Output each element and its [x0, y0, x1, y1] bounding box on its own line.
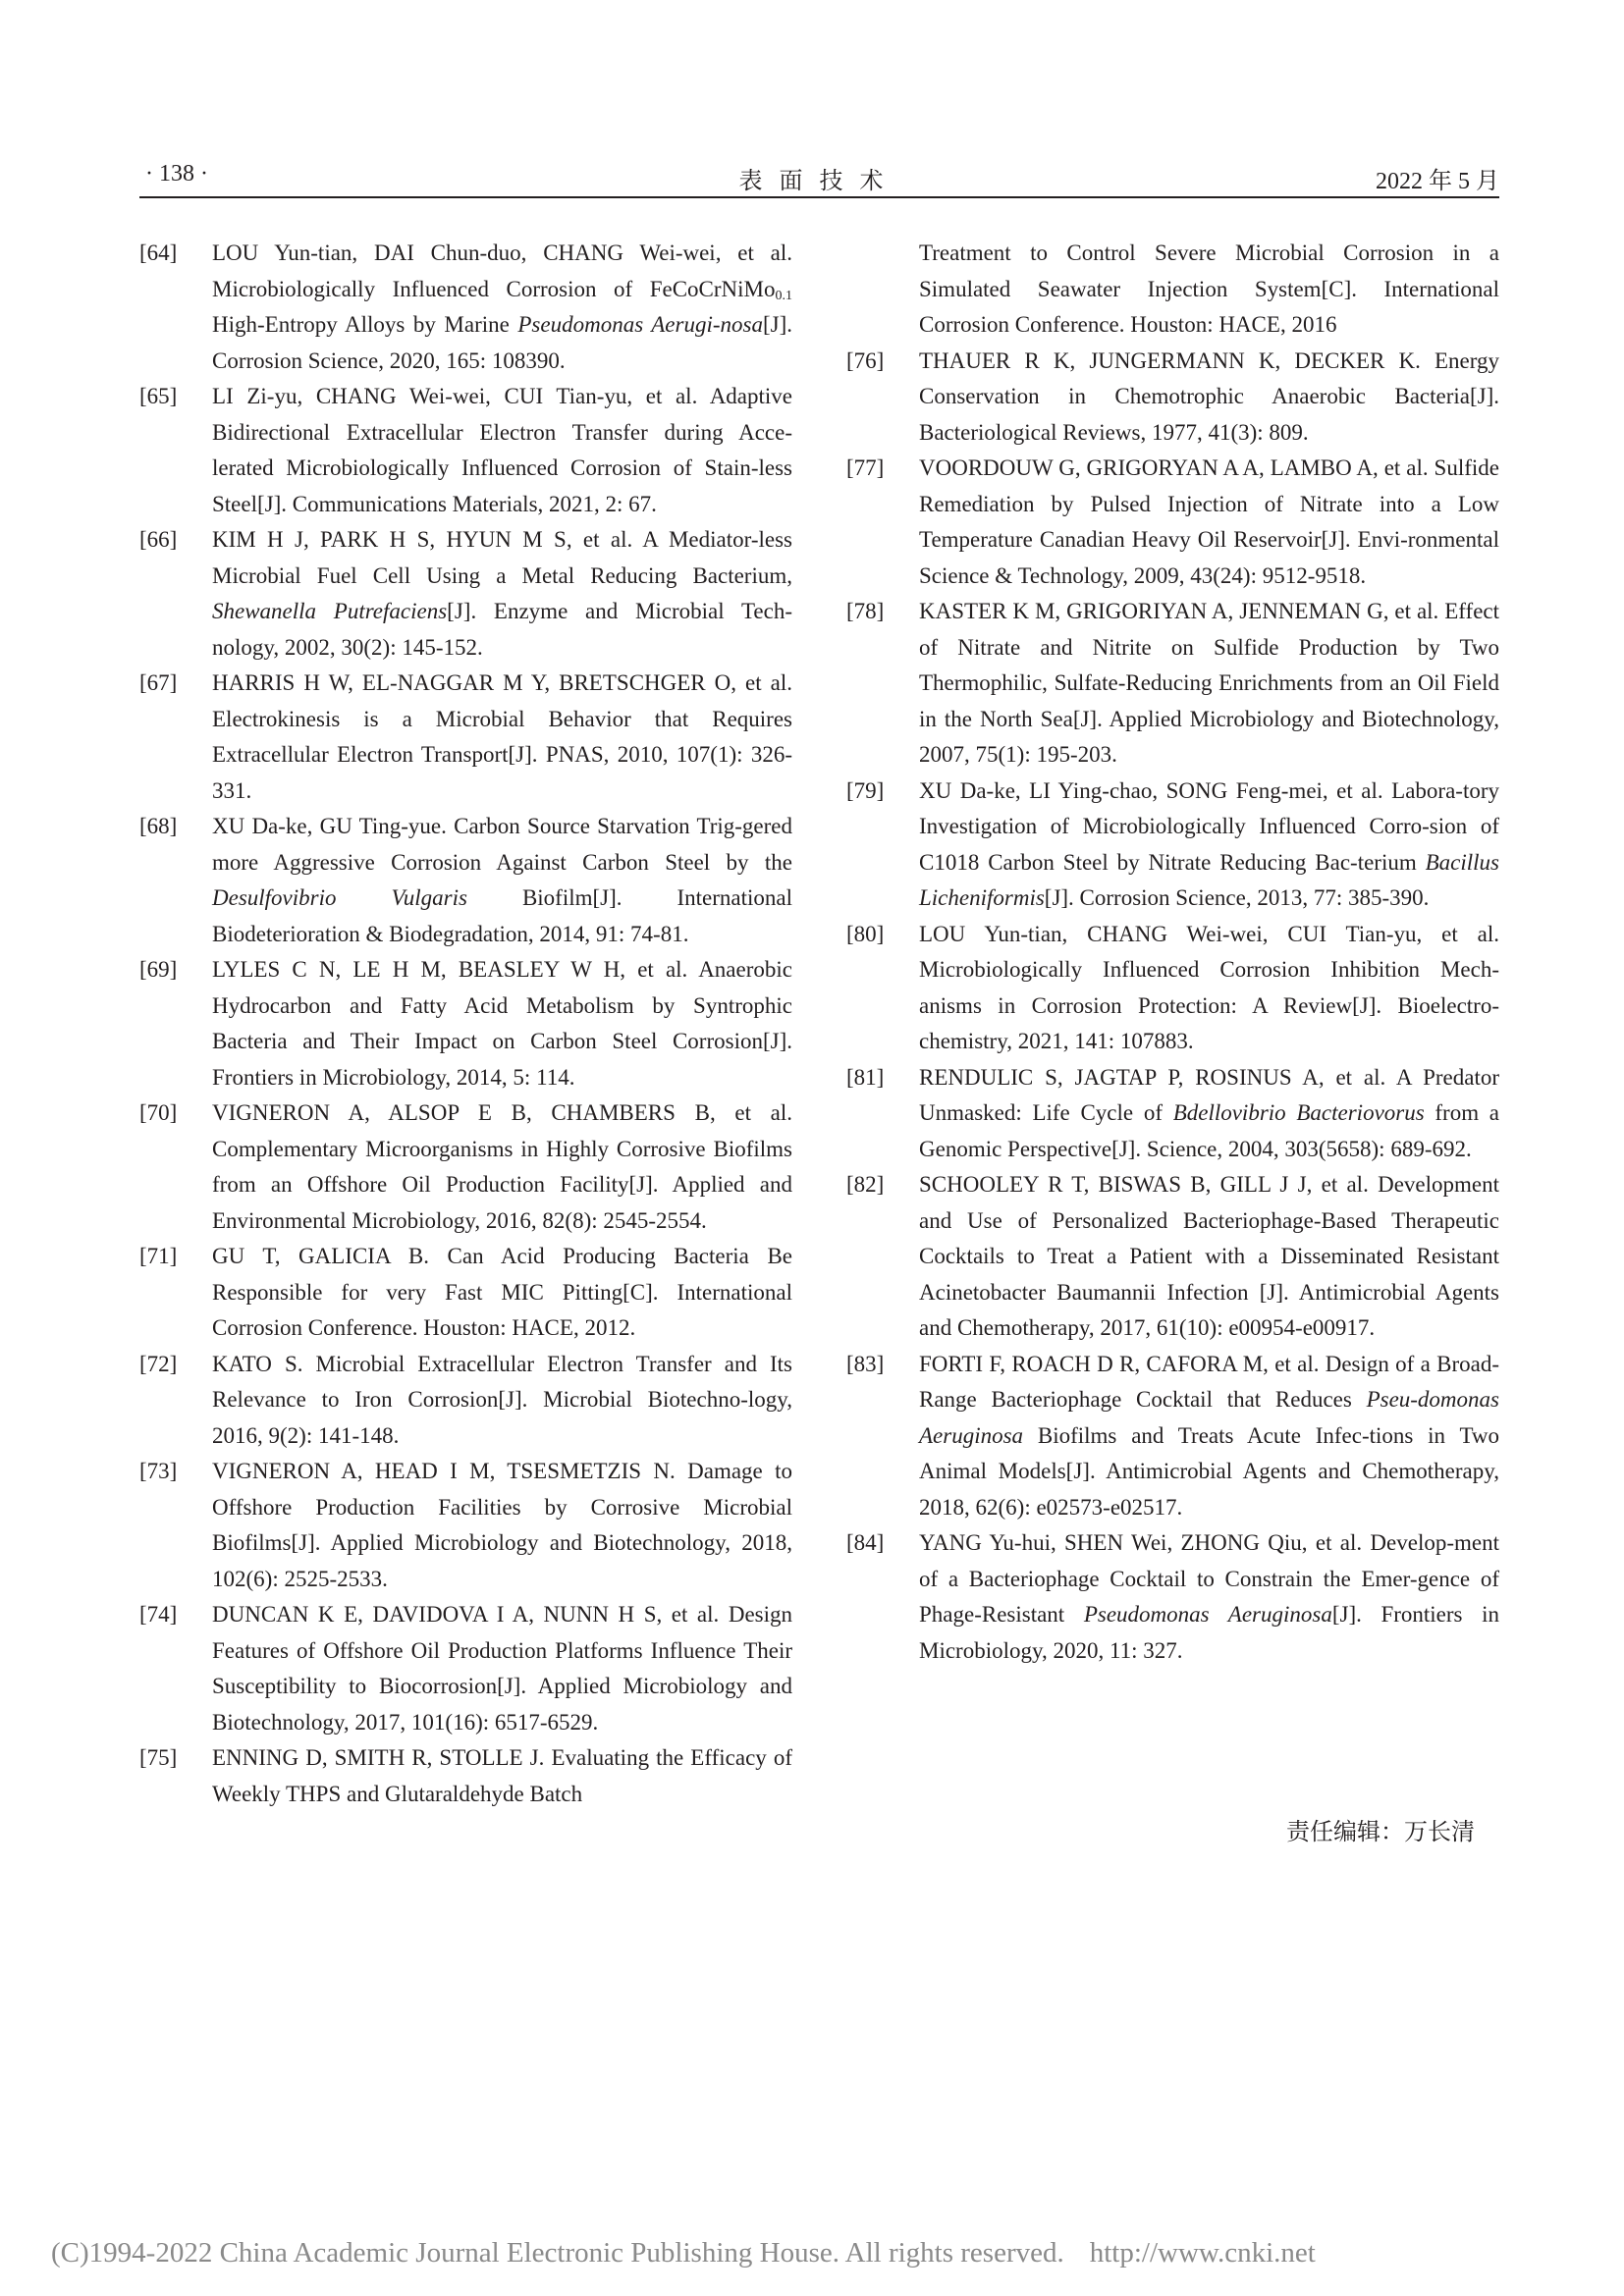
reference-entry — [846, 1167, 1499, 1347]
reference-entry — [846, 1060, 1499, 1168]
reference-text: KASTER K M, GRIGORIYAN A, JENNEMAN G, et al. Effect of Nitrate and Nitrite on Sulfide Production by Two Thermophilic, Sulfate-Reducing Enrichments from an Oil Field in the North Sea[J]. Applied Microbiology and Biotechnology, 2007, 75(1): 195-203. — [919, 599, 1499, 767]
reference-entry — [846, 236, 1499, 344]
reference-number: [84] — [846, 1530, 885, 1555]
reference-entry — [846, 451, 1499, 594]
reference-entry — [139, 1454, 792, 1597]
reference-text: KIM H J, PARK H S, HYUN M S, et al. A Mediator-less Microbial Fuel Cell Using a Metal Reducing Bacterium, Shewanella Putrefaciens[J]. Enzyme and Microbial Tech-nology, 2002, 30(2): 145-152. — [212, 527, 792, 660]
reference-text: LOU Yun-tian, CHANG Wei-wei, CUI Tian-yu, et al. Microbiologically Influenced Corrosion Inhibition Mech-anisms in Corrosion Protection: A Review[J]. Bioelectro-chemistry, 2021, 141: 107883. — [919, 921, 1499, 1053]
reference-text: Treatment to Control Severe Microbial Corrosion in a Simulated Seawater Injection System[C]. International Corrosion Conference. Houston: HACE, 2016 — [919, 240, 1499, 337]
reference-text: YANG Yu-hui, SHEN Wei, ZHONG Qiu, et al. Develop-ment of a Bacteriophage Cocktail to Constrain the Emer-gence of Phage-Resistant Pseudomonas Aeruginosa[J]. Frontiers in Microbiology, 2020, 11: 327. — [919, 1530, 1499, 1663]
responsible-editor: 责任编辑：万长清 — [1286, 1818, 1475, 1845]
reference-number: [71] — [139, 1244, 178, 1268]
page-number: · 138 · — [145, 161, 208, 187]
reference-text: GU T, GALICIA B. Can Acid Producing Bacteria Be Responsible for very Fast MIC Pitting[C]. International Corrosion Conference. Houston: HACE, 2012. — [212, 1244, 792, 1340]
reference-text: XU Da-ke, GU Ting-yue. Carbon Source Starvation Trig-gered more Aggressive Corrosion Against Carbon Steel by the Desulfovibrio Vulgaris Biofilm[J]. International Biodeterioration & Biodegradation, 2014, 91: 74-81. — [212, 814, 792, 946]
reference-text: HARRIS H W, EL-NAGGAR M Y, BRETSCHGER O, et al. Electrokinesis is a Microbial Behavior that Requires Extracellular Electron Transport[J]. PNAS, 2010, 107(1): 326-331. — [212, 670, 792, 803]
reference-entry — [139, 1239, 792, 1347]
reference-number: [79] — [846, 777, 885, 803]
reference-entry — [139, 1597, 792, 1740]
reference-text: LI Zi-yu, CHANG Wei-wei, CUI Tian-yu, et al. Adaptive Bidirectional Extracellular Electron Transfer during Acce-lerated Microbiologically Influenced Corrosion of Stain-less Steel[J]. Communications Materials, 2021, 2: 67. — [212, 384, 792, 516]
journal-title: 表面技术 — [738, 169, 900, 194]
reference-entry — [139, 952, 792, 1095]
reference-number: [65] — [139, 384, 178, 408]
reference-number: [67] — [139, 670, 178, 695]
reference-entry — [846, 594, 1499, 774]
reference-number: [64] — [139, 240, 178, 265]
reference-text: DUNCAN K E, DAVIDOVA I A, NUNN H S, et al. Design Features of Offshore Oil Production Platforms Influence Their Susceptibility to Biocorrosion[J]. Applied Microbiology and Biotechnology, 2017, 101(16): 6517-6529. — [212, 1602, 792, 1735]
reference-entry — [139, 236, 792, 379]
reference-entry — [139, 379, 792, 522]
reference-number: [75] — [139, 1745, 178, 1770]
references-left-column — [139, 236, 792, 1812]
reference-entry — [139, 1347, 792, 1455]
reference-text: LYLES C N, LE H M, BEASLEY W H, et al. Anaerobic Hydrocarbon and Fatty Acid Metabolism by Syntrophic Bacteria and Their Impact on Carbon Steel Corrosion[J]. Frontiers in Microbiology, 2014, 5: 114. — [212, 957, 792, 1090]
reference-entry — [139, 522, 792, 666]
reference-text: THAUER R K, JUNGERMANN K, DECKER K. Energy Conservation in Chemotrophic Anaerobic Bacteria[J]. Bacteriological Reviews, 1977, 41(3): 809. — [919, 347, 1499, 445]
reference-text: ENNING D, SMITH R, STOLLE J. Evaluating the Efficacy of Weekly THPS and Glutaraldehyde Batch — [212, 1745, 792, 1806]
reference-number: [68] — [139, 814, 178, 838]
reference-text: RENDULIC S, JAGTAP P, ROSINUS A, et al. A Predator Unmasked: Life Cycle of Bdellovibrio Bacteriovorus from a Genomic Perspective[J]. Science, 2004, 303(5658): 689-692. — [919, 1064, 1500, 1161]
running-header — [139, 157, 1499, 198]
reference-number: [81] — [846, 1064, 885, 1090]
reference-text: XU Da-ke, LI Ying-chao, SONG Feng-mei, et al. Labora-tory Investigation of Microbiologically Influenced Corro-sion of C1018 Carbon Steel by Nitrate Reducing Bac-terium Bacillus Licheniformis[J]. Corrosion Science, 2013, 77: 385-390. — [919, 777, 1499, 910]
reference-entry — [139, 666, 792, 809]
reference-number: [74] — [139, 1602, 178, 1627]
reference-number: [80] — [846, 921, 885, 946]
reference-number: [77] — [846, 455, 885, 480]
reference-number: [70] — [139, 1100, 178, 1125]
issue-date: 2022 年 5 月 — [1376, 169, 1499, 194]
reference-entry — [846, 1347, 1499, 1526]
reference-entry — [139, 1095, 792, 1239]
reference-text: KATO S. Microbial Extracellular Electron Transfer and Its Relevance to Iron Corrosion[J]. Microbial Biotechno-logy, 2016, 9(2): 141-148. — [212, 1351, 792, 1448]
copyright-footer — [51, 2237, 1316, 2269]
reference-entry — [846, 1525, 1499, 1669]
reference-entry — [139, 809, 792, 952]
reference-number: [72] — [139, 1351, 178, 1376]
reference-entry — [846, 917, 1499, 1060]
reference-text: LOU Yun-tian, DAI Chun-duo, CHANG Wei-wei, et al. Microbiologically Influenced Corrosion of FeCoCrNiMo$_{0.1}$ High-Entropy Alloys by Marine Pseudomonas Aerugi-nosa[J]. Corrosion Science, 2020, 165: 108390. — [212, 240, 792, 373]
reference-number: [66] — [139, 527, 178, 552]
reference-entry — [139, 1740, 792, 1812]
references-right-column — [846, 236, 1499, 1669]
reference-text: SCHOOLEY R T, BISWAS B, GILL J J, et al. Development and Use of Personalized Bacteriophage-Based Therapeutic Cocktails to Treat a Patient with a Disseminated Resistant Acinetobacter Baumannii Infection [J]. Antimicrobial Agents and Chemotherapy, 2017, 61(10): e00954-e00917. — [919, 1172, 1499, 1340]
footer-url: http://www.cnki.net — [1089, 2237, 1316, 2269]
reference-entry — [846, 344, 1499, 452]
reference-number: [76] — [846, 347, 885, 373]
reference-number: [69] — [139, 957, 178, 982]
reference-text: VOORDOUW G, GRIGORYAN A A, LAMBO A, et al. Sulfide Remediation by Pulsed Injection of Nitrate into a Low Temperature Canadian Heavy Oil Reservoir[J]. Envi-ronmental Science & Technology, 2009, 43(24): 9512-9518. — [919, 455, 1499, 588]
reference-text: VIGNERON A, HEAD I M, TSESMETZIS N. Damage to Offshore Production Facilities by Corrosive Microbial Biofilms[J]. Applied Microbiology and Biotechnology, 2018, 102(6): 2525-2533. — [212, 1459, 792, 1591]
copyright-text: (C)1994-2022 China Academic Journal Electronic Publishing House. All rights reserved. — [51, 2237, 1064, 2269]
reference-number: [83] — [846, 1351, 885, 1376]
reference-text: VIGNERON A, ALSOP E B, CHAMBERS B, et al. Complementary Microorganisms in Highly Corrosive Biofilms from an Offshore Oil Production Facility[J]. Applied and Environmental Microbiology, 2016, 82(8): 2545-2554. — [212, 1100, 792, 1233]
reference-number: [82] — [846, 1172, 885, 1197]
reference-text: FORTI F, ROACH D R, CAFORA M, et al. Design of a Broad-Range Bacteriophage Cocktail that Reduces Pseu-domonas Aeruginosa Biofilms and Treats Acute Infec-tions in Two Animal Models[J]. Antimicrobial Agents and Chemotherapy, 2018, 62(6): e02573-e02517. — [919, 1351, 1499, 1520]
reference-entry — [846, 774, 1499, 917]
reference-number: [73] — [139, 1459, 178, 1483]
reference-number: [78] — [846, 599, 885, 623]
